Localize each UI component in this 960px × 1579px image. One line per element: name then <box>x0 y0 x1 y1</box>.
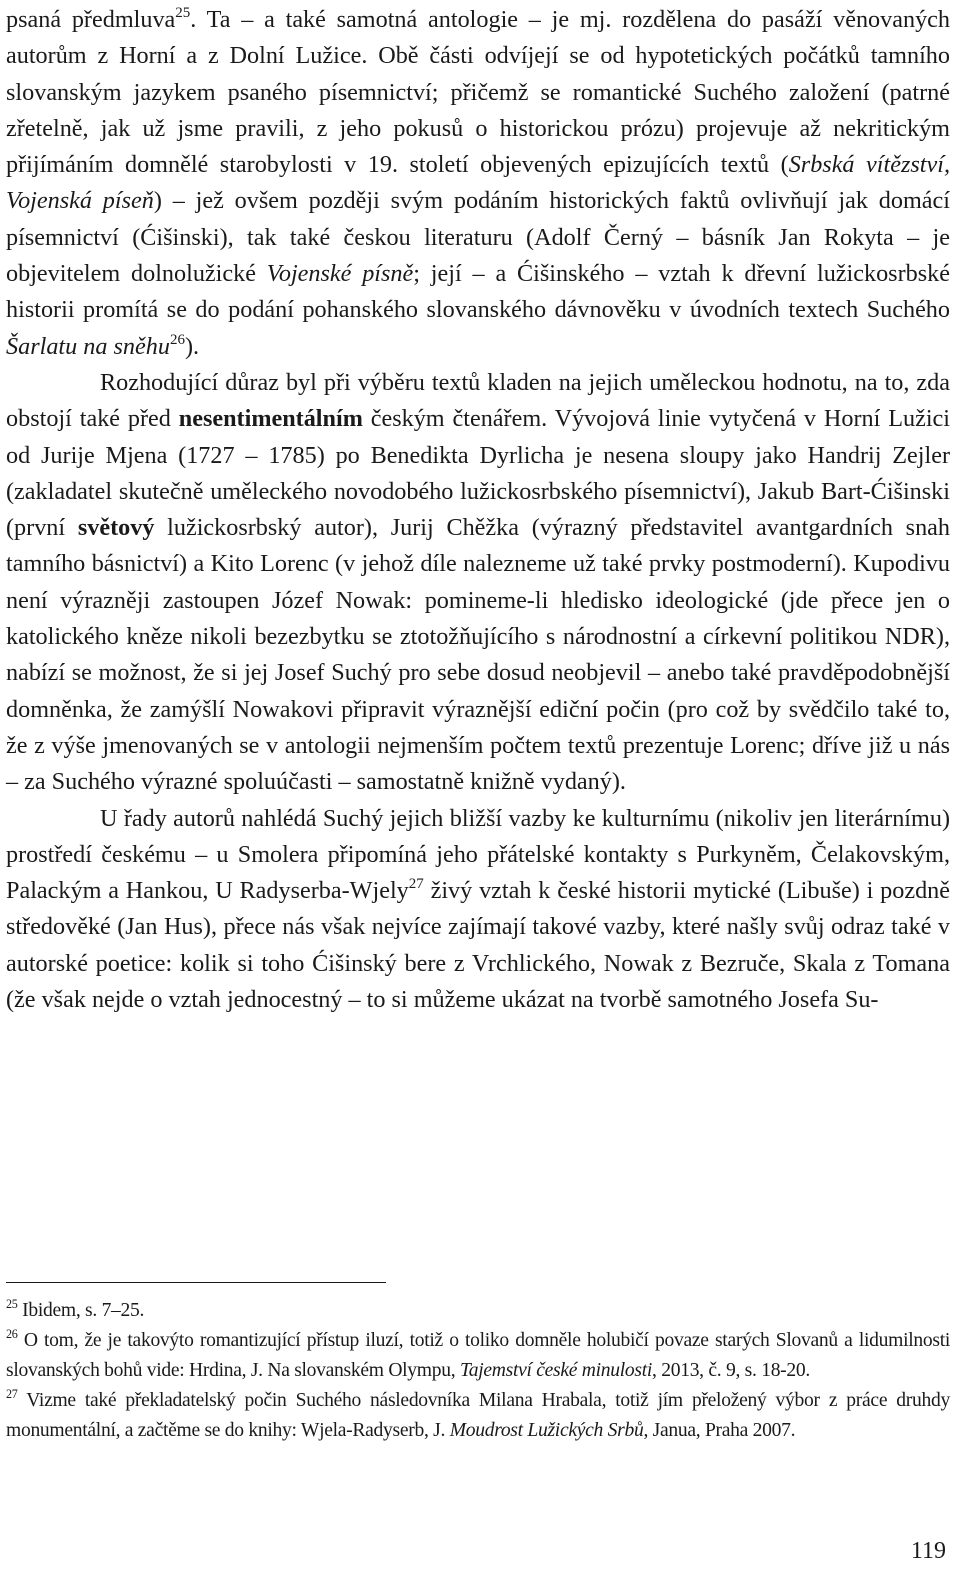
text-run: , 2013, č. 9, s. 18-20. <box>652 1360 811 1381</box>
text-run: živý vztah k české historii mytické (Libuše) i pozdně středověké (Jan Hus), přece nás však nejvíce zajímají takové vazby, které našly svůj odraz také v autorské poetice: kolik si toho Ćišinský bere z Vrchlického, Nowak z Bezruče, Skala z Tomana (že však nejde o vztah jednocestný – to si můžeme ukázat na tvorbě samotného Josefa Su- <box>6 877 950 1014</box>
text-run: Ibidem, s. 7–25. <box>17 1300 145 1321</box>
italic-text: Moudrost Lužických Srbů <box>449 1420 644 1441</box>
footnote-ref: 26 <box>169 331 185 348</box>
footnotes <box>6 1296 950 1446</box>
text-run: ; její – a Ćišinského – vztah k dřevní lužickosrbské historii promítá se do podání pohanského slovanského dávnověku v úvodních textech Suchého <box>6 260 950 324</box>
italic-text: Šarlatu na sněhu <box>6 332 170 360</box>
text-run: . Ta – a také samotná antologie – je mj. rozdělena do pasáží věnovaných autorům z Horní a z Dolní Lužice. Obě části odvíjejí se od hypotetických počátků tamního slovanským jazykem psaného písemnictví; přičemž se romantické Suchého založení (patrné zřetelně, jak už jsme pravili, z jeho pokusů o historickou prózu) projevuje až nekritickým přijímáním domnělé starobylosti v 19. století objevených epizujících textů ( <box>6 6 950 179</box>
paragraph <box>6 2 950 365</box>
text-run: psaná předmluva <box>6 6 176 33</box>
bold-text: světový <box>77 514 155 542</box>
paragraph <box>6 365 950 801</box>
footnote-ref: 27 <box>6 1386 18 1401</box>
text-run: lužickosrbský autor), Jurij Chěžka (výrazný představitel avantgardních snah tamního básnictví) a Kito Lorenc (v jehož díle nalezneme už také prvky postmoderní). Kupodivu není výrazněji zastoupen Józef Nowak: pomineme-li hledisko ideologické (jde přece jen o katolického kněze nikoli bezezbytku se ztotožňujícího s národnostní a církevní politikou NDR), nabízí se možnost, že si jej Josef Suchý pro sebe dosud neobjevil – anebo také pravděpodobnější domněnka, že zamýšlí Nowakovi připravit výraznější ediční počin (pro což by svědčilo také to, že z výše jmenovaných se v antologii nejmenším počtem textů prezentuje Lorenc; dříve již u nás – za Suchého výrazné spoluúčasti – samostatně knižně vydaný). <box>6 514 950 796</box>
footnote <box>6 1326 950 1386</box>
footnote <box>6 1296 950 1326</box>
footnote-separator <box>6 1282 386 1283</box>
text-run: ). <box>184 332 200 360</box>
text-run: , Janua, Praha 2007. <box>643 1420 796 1441</box>
footnote-ref: 27 <box>408 876 424 893</box>
italic-text: Tajemství české minulosti <box>459 1360 652 1381</box>
footnote-ref: 25 <box>175 5 191 22</box>
text-run: českým čtenářem. Vývojová linie vytyčená v Horní Lužici od Jurije Mjena (1727 – 1785) po Benedikta Dyrlicha je nesena sloupy jako Handrij Zejler (zakladatel skutečně uměleckého novodobého lužickosrbského písemnictví), Jakub Bart-Ćišinski (první <box>6 405 950 542</box>
bold-text: nesentimentálním <box>178 405 363 433</box>
footnote <box>6 1386 950 1446</box>
text-run: Rozhodující důraz byl při výběru textů kladen na jejich uměleckou hodnotu, na to, zda obstojí také před <box>6 368 950 433</box>
text-run: Vizme také překladatelský počin Suchého následovníka Milana Hrabala, totiž jím přeložený výbor z práce druhdy monumentální, a začtěme se do knihy: Wjela-Radyserb, J. <box>6 1390 950 1441</box>
text-run: ) – jež ovšem později svým podáním historických faktů ovlivňují jak domácí písemnictví (Ćišinski), tak také českou literaturu (Adolf Černý – básník Jan Rokyta – je objevitelem dolnolužické <box>6 187 950 288</box>
footnote-ref: 26 <box>6 1326 18 1341</box>
text-run: U řady autorů nahlédá Suchý jejich bližší vazby ke kulturnímu (nikoliv jen literárnímu) prostředí českému – u Smolera připomíná jeho přátelské kontakty s Purkyněm, Čelakovským, Palackým a Hankou, U Radyserba-Wjely <box>6 804 950 905</box>
italic-text: Srbská vítězství, Vojenská píseň <box>6 151 950 215</box>
italic-text: Vojenské písně <box>266 260 414 288</box>
footnote-ref: 25 <box>6 1296 18 1311</box>
paragraph <box>6 801 950 1019</box>
page-number: 119 <box>910 1538 946 1564</box>
body-text <box>6 2 950 1018</box>
text-run: O tom, že je takovýto romantizující přístup iluzí, totiž o toliko domněle holubičí povaze starých Slovanů a lidumilnosti slovanských bohů vide: Hrdina, J. Na slovanském Olympu, <box>6 1330 950 1381</box>
